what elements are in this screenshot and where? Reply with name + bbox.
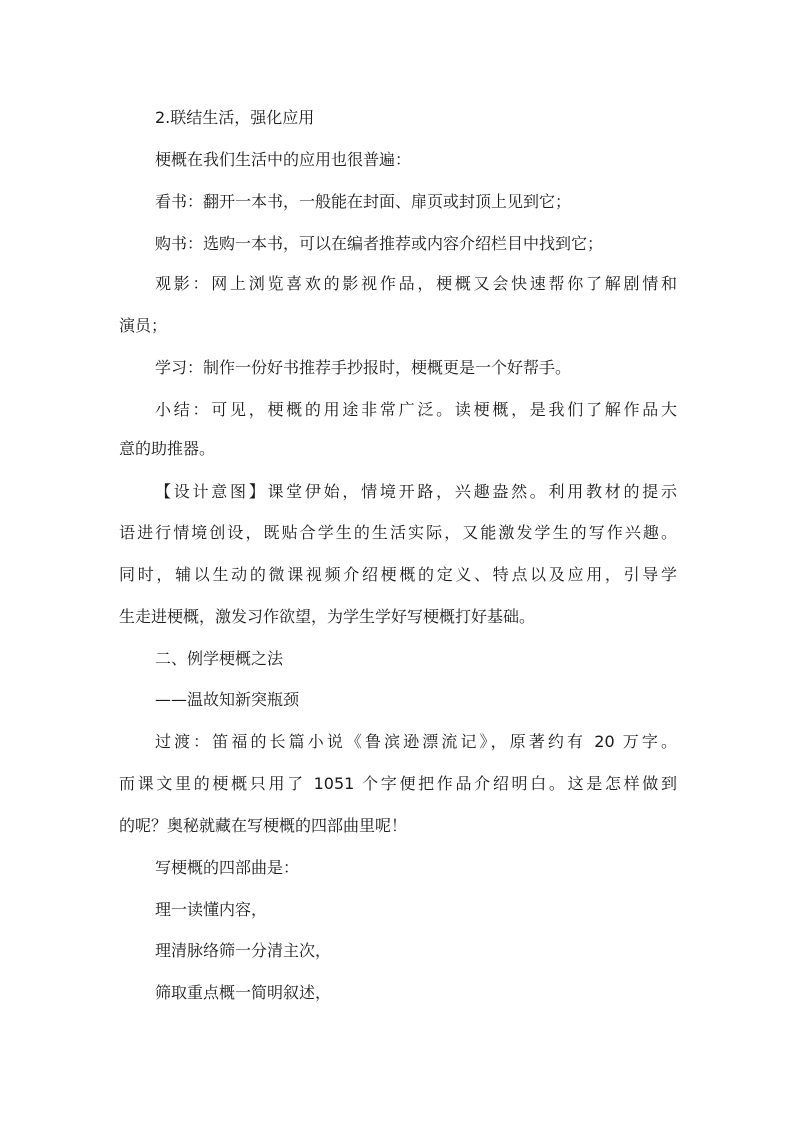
paragraph-line: 的呢？奥秘就藏在写梗概的四部曲里呢！ (119, 816, 408, 835)
paragraph-line: 【设计意图】课堂伊始，情境开路，兴趣盎然。利用教材的提示 (155, 482, 677, 501)
paragraph-line: 生走进梗概，激发习作欲望，为学生学好写梗概打好基础。 (119, 607, 536, 626)
paragraph-line: 小结：可见，梗概的用途非常广泛。读梗概，是我们了解作品大 (155, 400, 677, 419)
section-heading: 2.联结生活，强化应用 (155, 108, 315, 127)
paragraph-line: 写梗概的四部曲是： (155, 858, 300, 877)
paragraph-line: 语进行情境创设，既贴合学生的生活实际，又能激发学生的写作兴趣。 (119, 523, 677, 542)
section-subheading: ——温故知新突瓶颈 (155, 690, 300, 709)
paragraph-line: 同时，辅以生动的微课视频介绍梗概的定义、特点以及应用，引导学 (119, 565, 677, 584)
paragraph-line: 而课文里的梗概只用了 1051 个字便把作品介绍明白。这是怎样做到 (119, 774, 677, 793)
paragraph-line: 意的助推器。 (119, 439, 216, 458)
paragraph-line: 学习：制作一份好书推荐手抄报时，梗概更是一个好帮手。 (155, 358, 572, 377)
list-item: 理清脉络筛一分清主次， (155, 941, 332, 960)
section-heading: 二、例学梗概之法 (155, 649, 284, 668)
paragraph-line: 观影：网上浏览喜欢的影视作品，梗概又会快速帮你了解剧情和 (155, 274, 677, 293)
paragraph-line: 看书：翻开一本书，一般能在封面、扉页或封顶上见到它； (155, 192, 572, 211)
paragraph-line: 梗概在我们生活中的应用也很普遍： (155, 150, 412, 169)
paragraph-line: 购书：选购一本书，可以在编者推荐或内容介绍栏目中找到它； (155, 234, 604, 253)
paragraph-line: 演员； (119, 316, 168, 335)
list-item: 理一读懂内容， (155, 900, 268, 919)
list-item: 筛取重点概一简明叙述， (155, 983, 332, 1002)
paragraph-line: 过渡：笛福的长篇小说《鲁滨逊漂流记》，原著约有 20 万字。 (155, 732, 677, 751)
